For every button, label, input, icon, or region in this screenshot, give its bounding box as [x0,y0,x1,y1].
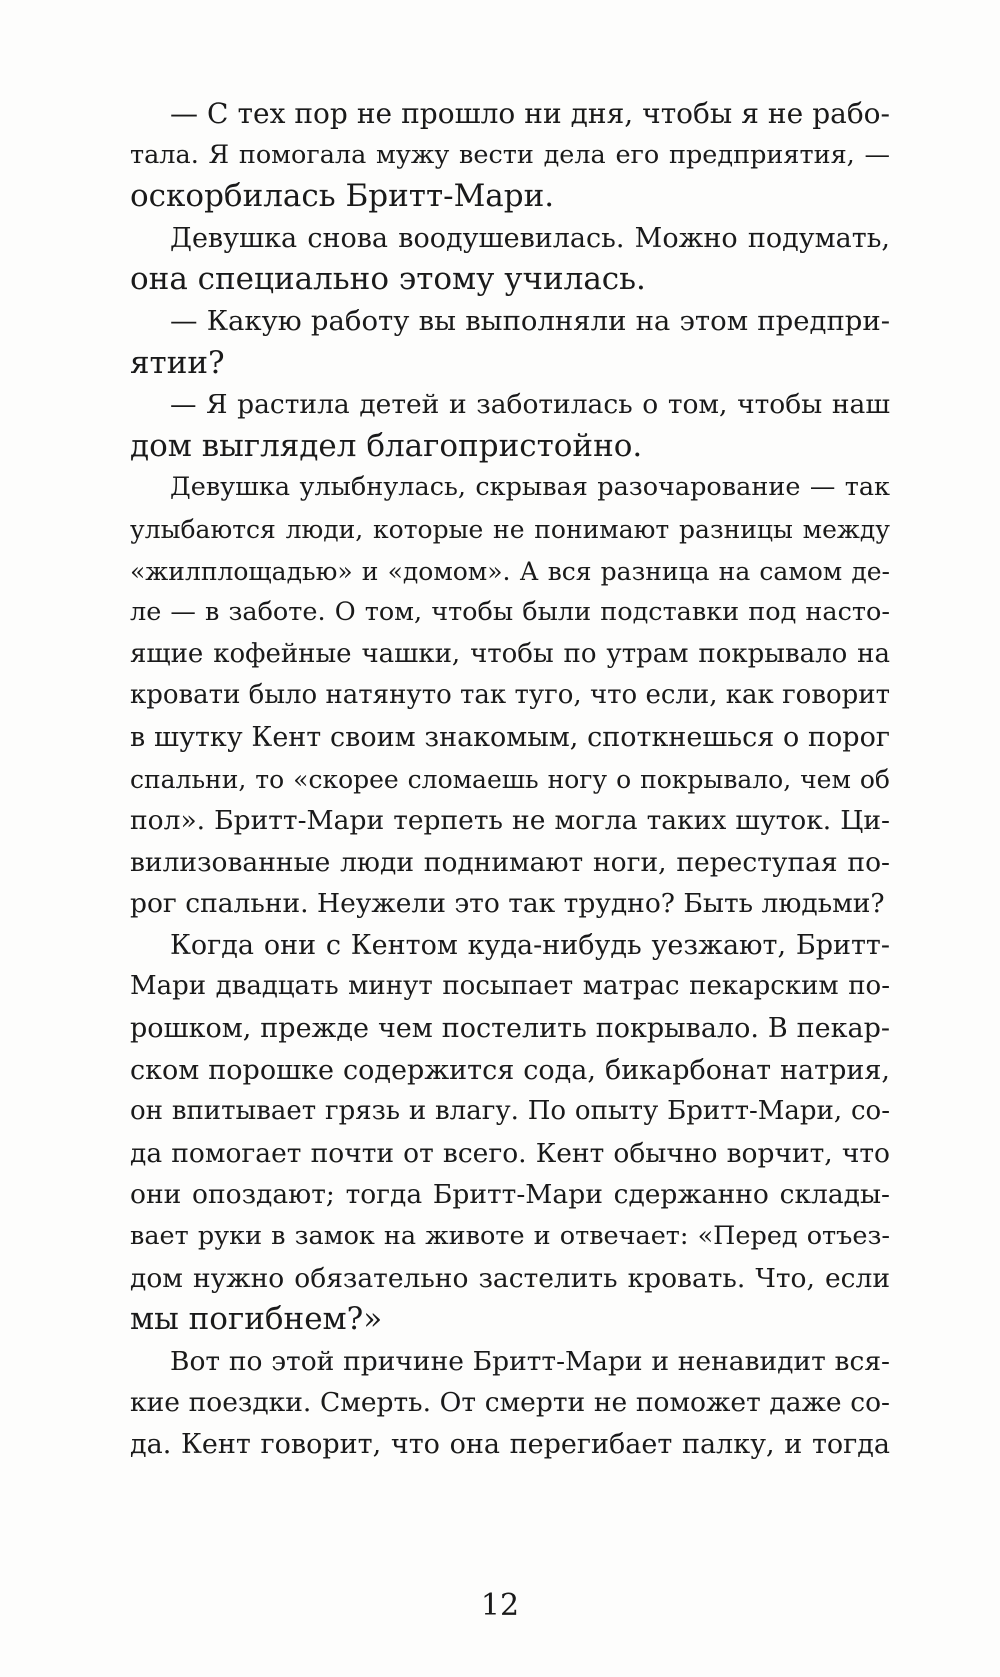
text-line: пол». Бритт-Мари терпеть не могла таких шуток. Ци- [130,805,890,837]
text-line: в шутку Кент своим знакомым, споткнешься о порог [130,721,890,753]
text-line: да помогает почти от всего. Кент обычно ворчит, что [130,1137,890,1169]
text-line: вает руки в замок на животе и отвечает: «Перед отъез- [130,1221,890,1252]
text-line: она специально этому училась. [130,261,646,298]
body-text [130,93,890,1466]
text-line: Вот по этой причине Бритт-Мари и ненавидит вся- [170,1345,890,1377]
text-line: Девушка снова воодушевилась. Можно подумать, [170,222,890,254]
text-line: рошком, прежде чем постелить покрывало. В пекар- [130,1013,890,1045]
text-line: они опоздают; тогда Бритт-Мари сдержанно склады- [130,1179,890,1211]
text-line: Когда они с Кентом куда-нибудь уезжают, Бритт- [170,929,890,961]
page-number: 12 [480,1588,520,1623]
text-line: спальни, то «скорее сломаешь ногу о покрывало, чем об [130,764,890,794]
text-line: рог спальни. Неужели это так трудно? Быть людьми? [130,888,885,920]
text-line: оскорбилась Бритт-Мари. [130,178,555,215]
text-line: он впитывает грязь и влагу. По опыту Бритт-Мари, со- [130,1096,890,1127]
text-line: — Я растила детей и заботилась о том, чтобы наш [170,389,890,421]
text-line: ятии? [130,344,225,381]
text-line: мы погибнем?» [130,1301,383,1338]
text-line: вилизованные люди поднимают ноги, переступая по- [130,846,890,878]
text-line: кровати было натянуто так туго, что если, как говорит [130,680,890,711]
text-line: да. Кент говорит, что она перегибает палку, и тогда [130,1429,890,1460]
text-line: — Какую работу вы выполняли на этом предпри- [170,304,890,337]
text-line: ском порошке содержится сода, бикарбонат натрия, [130,1054,890,1086]
text-line: Мари двадцать минут посыпает матрас пекарским по- [130,971,890,1002]
text-line: Девушка улыбнулась, скрывая разочарование — так [170,472,890,503]
text-line: ящие кофейные чашки, чтобы по утрам покрывало на [130,638,890,669]
text-line: — С тех пор не прошло ни дня, чтобы я не рабо- [170,97,890,130]
text-line: «жилплощадью» и «домом». А вся разница на самом де- [130,556,890,586]
text-line: ле — в заботе. О том, чтобы были подставки под насто- [130,597,890,628]
text-line: дом нужно обязательно застелить кровать. Что, если [130,1262,890,1294]
text-line: дом выглядел благопристойно. [130,427,643,464]
text-line: кие поездки. Смерть. От смерти не поможет даже со- [130,1387,890,1419]
text-line: улыбаются люди, которые не понимают разницы между [130,514,890,544]
text-line: тала. Я помогала мужу вести дела его предприятия, — [130,139,890,170]
